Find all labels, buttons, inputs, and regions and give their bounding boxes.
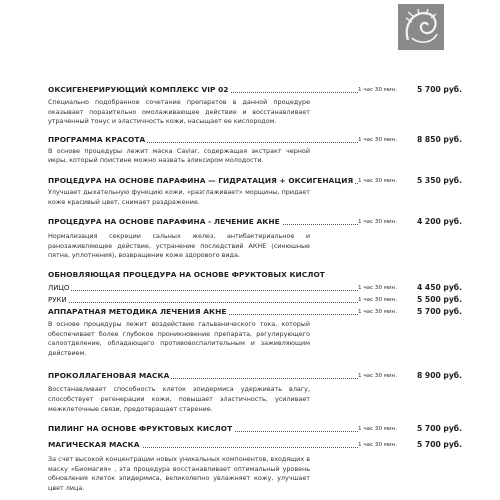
service-title: ПРОКОЛЛАГЕНОВАЯ МАСКА (48, 371, 170, 381)
service-price: 5 350 руб. (417, 175, 462, 185)
service-duration: 1 час 30 мин. (358, 296, 398, 303)
service-procollagen-mask (48, 370, 462, 414)
service-duration: 1 час 30 мин. (358, 308, 398, 315)
service-fruit-acid-renewal (48, 269, 462, 306)
service-price: 5 700 руб. (417, 440, 462, 450)
service-price: 4 450 руб. (417, 282, 462, 292)
service-price: 4 200 руб. (417, 217, 462, 227)
service-oxygen-vip (48, 84, 462, 127)
logo (398, 4, 444, 50)
service-price: 5 700 руб. (417, 424, 462, 434)
service-title: ПРОГРАММА КРАСОТА (48, 134, 146, 144)
service-description: Специально подобранное сочетание препаратов в данной процедуре оказывает поразительно омолаживающее действие и восстанавливает утраченный тонус и эластичность кожи, насыщает ее кислородом. (48, 98, 310, 126)
service-title: ПИЛИНГ НА ОСНОВЕ ФРУКТОВЫХ КИСЛОТ (48, 424, 233, 434)
service-description: В основе процедуры лежит воздействие гальванического тока, который обеспечивает более глубокое проникновение препарата, регулирующего салоотделение, обладающего противовоспалительным и заживляющим действием. (48, 319, 310, 357)
service-duration: 1 час 30 мин. (358, 442, 398, 449)
service-duration: 1 час 30 мин. (358, 87, 398, 93)
service-duration: 1 час 30 мин. (358, 284, 398, 291)
service-duration: 1 час 30 мин. (358, 426, 398, 433)
service-magic-mask (48, 439, 462, 493)
service-price: 5 500 руб. (417, 294, 462, 304)
service-duration: 1 час 30 мин. (358, 373, 398, 380)
service-description: В основе процедуры лежит маска Caviar, содержащая экстракт черной икры, который поистине можно назвать эликсиром молодости. (48, 146, 310, 165)
service-title: ПРОЦЕДУРА НА ОСНОВЕ ПАРАФИНА - ЛЕЧЕНИЕ АКНЕ (48, 217, 280, 227)
service-paraffin-acne (48, 216, 462, 261)
service-price: 5 700 руб. (417, 85, 462, 94)
service-title: АППАРАТНАЯ МЕТОДИКА ЛЕЧЕНИЯ АКНЕ (48, 306, 227, 316)
service-price: 8 900 руб. (417, 371, 462, 381)
service-title: ОБНОВЛЯЮЩАЯ ПРОЦЕДУРА НА ОСНОВЕ ФРУКТОВЫХ КИСЛОТ (48, 269, 325, 279)
sub-item-label: РУКИ (48, 295, 67, 304)
service-duration: 1 час 30 мин. (358, 177, 398, 184)
service-description: Улучшает дыхательную функцию кожи, «разглаживает» морщины, придает коже красивый цвет, снимает раздражение. (48, 187, 310, 206)
service-title: ПРОЦЕДУРА НА ОСНОВЕ ПАРАФИНА — ГИДРАТАЦИЯ + ОКСИГЕНАЦИЯ (48, 175, 354, 185)
service-description: Нормализация секреции сальных желез, антибактериальное и ранозаживляющее действие, устранение последствий АКНЕ (синюшные пятна, уплотнения), возвращение коже здорового вида. (48, 232, 310, 260)
service-duration: 1 час 30 мин. (358, 136, 398, 143)
service-title: ОКСИГЕНЕРИРУЮЩИЙ КОМПЛЕКС VIP 02 (48, 85, 229, 94)
service-title: МАГИЧЕСКАЯ МАСКА (48, 440, 140, 450)
service-description: За счет высокой концентрации новых уникальных компонентов, входящих в маску «Биомагия» , эта процедура восстанавливает оптимальный уровень обновления клеток эпидермиса, великолепно увлажняет кожу, улучшает цвет лица. (48, 455, 310, 492)
sub-item-label: ЛИЦО (48, 283, 70, 292)
spiral-ornament-icon (398, 4, 444, 50)
sub-item-hands (48, 294, 462, 306)
service-description: Восстанавливает способность клеток эпидермиса удерживать влагу, способствует регенерации кожи, повышает эластичность, усиливает межклеточные связи, предотвращает старение. (48, 385, 310, 413)
service-beauty-program (48, 134, 462, 166)
sub-item-face (48, 282, 462, 294)
service-acne-hardware (48, 306, 462, 358)
service-fruit-acid-peeling (48, 423, 462, 435)
service-price: 5 700 руб. (417, 306, 462, 316)
service-paraffin-hydration (48, 175, 462, 207)
service-price: 8 850 руб. (417, 134, 462, 144)
price-list (48, 84, 462, 493)
service-duration: 1 час 30 мин. (358, 219, 398, 226)
